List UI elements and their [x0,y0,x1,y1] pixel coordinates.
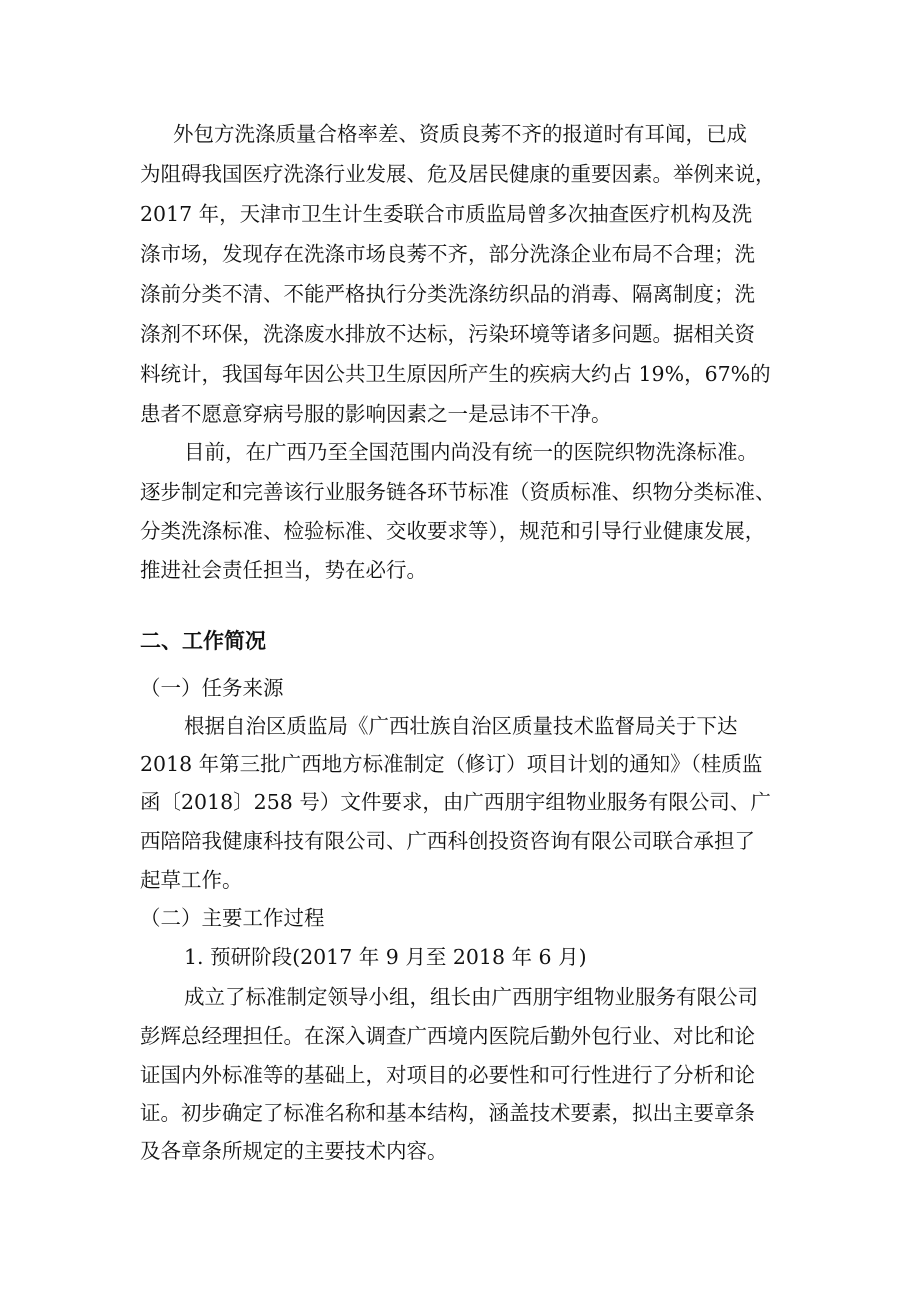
para1-line-6: 涤剂不环保，洗涤废水排放不达标，污染环境等诸多问题。据相关资 [140,322,755,346]
para3-line-4: 西陪陪我健康科技有限公司、广西科创投资咨询有限公司联合承担了 [140,829,755,853]
para3-line-1: 根据自治区质监局《广西壮族自治区质量技术监督局关于下达 [184,714,738,738]
para3-line-2: 2018 年第三批广西地方标准制定（修订）项目计划的通知》（桂质监 [140,752,763,776]
para4-line-3: 证国内外标准等的基础上，对项目的必要性和可行性进行了分析和论 [140,1063,755,1087]
para2-line-1: 目前，在广西乃至全国范围内尚没有统一的医院织物洗涤标准。 [184,440,758,464]
para4-line-4: 证。初步确定了标准名称和基本结构，涵盖技术要素，拟出主要章条 [140,1101,755,1125]
para1-line-3: 2017 年，天津市卫生计生委联合市质监局曾多次抽查医疗机构及洗 [140,202,753,226]
para4-line-5: 及各章条所规定的主要技术内容。 [140,1139,448,1163]
subheading-task-source: （一）任务来源 [140,676,284,700]
para2-line-4: 推进社会责任担当，势在必行。 [140,558,427,582]
para3-line-5: 起草工作。 [140,868,243,892]
para3-line-3: 函〔2018〕258 号）文件要求，由广西朋宇组物业服务有限公司、广 [140,790,771,814]
para1-line-5: 涤前分类不清、不能严格执行分类洗涤纺织品的消毒、隔离制度；洗 [140,282,755,306]
item-heading-pre-research: 1. 预研阶段(2017 年 9 月至 2018 年 6 月) [184,945,587,969]
para1-line-8: 患者不愿意穿病号服的影响因素之一是忌讳不干净。 [140,402,612,426]
para1-line-7: 料统计，我国每年因公共卫生原因所产生的疾病大约占 19%，67%的 [140,362,771,386]
section-heading-work-overview: 二、工作简况 [140,628,266,653]
para1-line-1: 外包方洗涤质量合格率差、资质良莠不齐的报道时有耳闻，已成 [173,122,747,146]
para2-line-3: 分类洗涤标准、检验标准、交收要求等），规范和引导行业健康发展， [140,519,766,543]
para2-line-2: 逐步制定和完善该行业服务链各环节标准（资质标准、织物分类标准、 [140,480,776,504]
para1-line-4: 涤市场，发现存在洗涤市场良莠不齐，部分洗涤企业布局不合理；洗 [140,242,755,266]
subheading-main-work-process: （二）主要工作过程 [140,906,325,930]
para4-line-1: 成立了标准制定领导小组，组长由广西朋宇组物业服务有限公司 [184,985,758,1009]
para4-line-2: 彭辉总经理担任。在深入调查广西境内医院后勤外包行业、对比和论 [140,1024,755,1048]
para1-line-2: 为阻碍我国医疗洗涤行业发展、危及居民健康的重要因素。举例来说， [140,162,776,186]
